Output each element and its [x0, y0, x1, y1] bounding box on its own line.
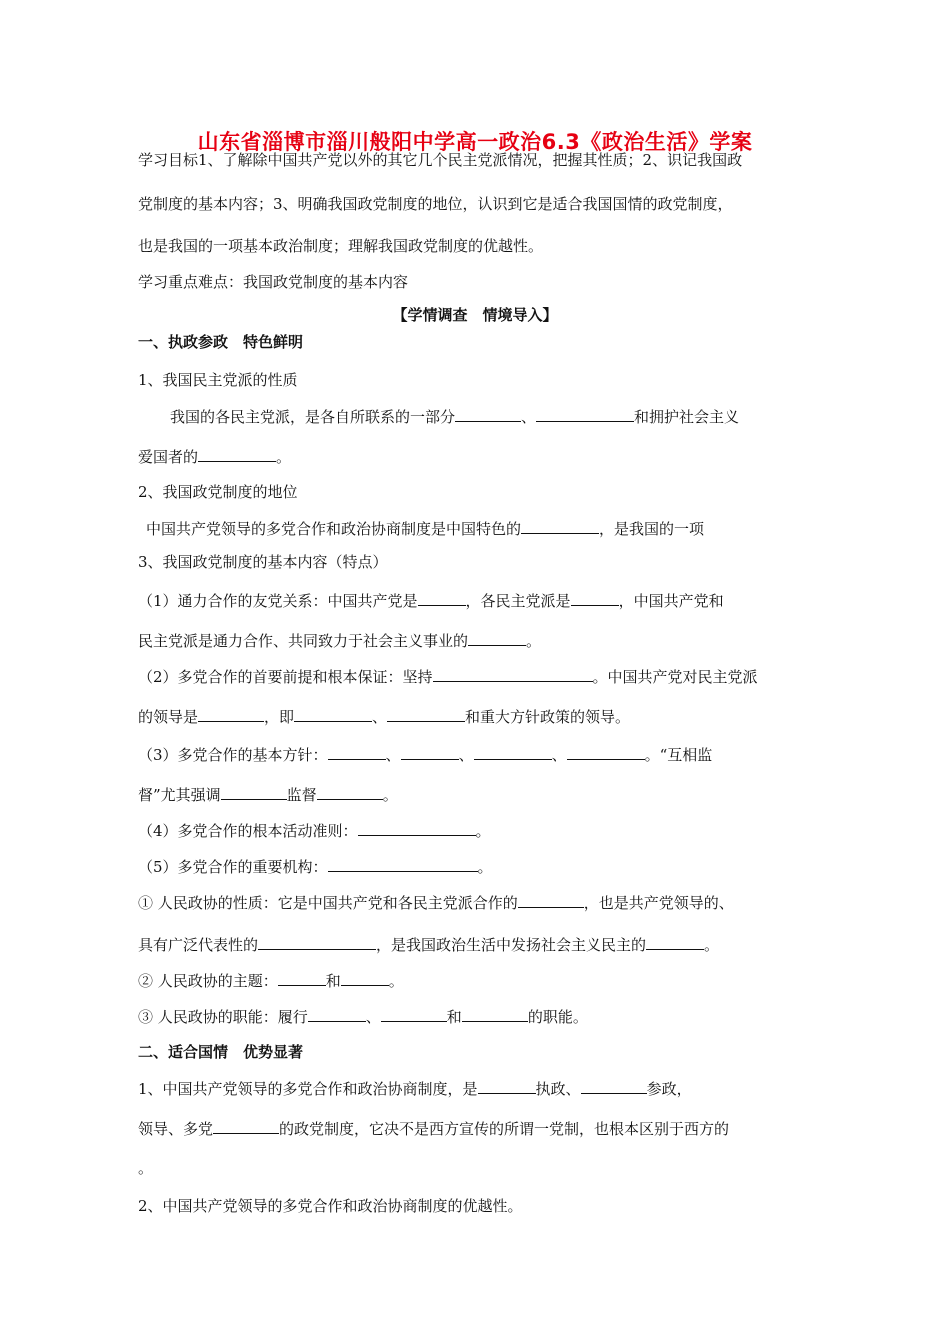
part2-q1-line-2: 领导、多党 的政党制度，它决不是西方宣传的所谓一党制，也根本区别于西方的: [138, 1120, 730, 1138]
fill-blank[interactable]: [387, 706, 465, 722]
q1-title: 1、我国民主党派的性质: [138, 371, 298, 389]
fill-blank[interactable]: [294, 706, 372, 722]
fill-blank[interactable]: [258, 934, 376, 950]
fill-blank[interactable]: [221, 784, 287, 800]
q2-fill-line: 中国共产党领导的多党合作和政治协商制度是中国特色的 ，是我国的一项: [146, 520, 705, 538]
fill-blank[interactable]: [521, 518, 599, 534]
key-points: 学习重点难点：我国政党制度的基本内容: [138, 273, 409, 291]
p3-line-2: 督”尤其强调 监督 。: [138, 786, 398, 804]
fill-blank[interactable]: [308, 1006, 366, 1022]
fill-blank[interactable]: [468, 630, 526, 646]
q2-title: 2、我国政党制度的地位: [138, 483, 298, 501]
cppcc-nature-line-2: 具有广泛代表性的 ，是我国政治生活中发扬社会主义民主的 。: [138, 936, 720, 954]
p1-line-2: 民主党派是通力合作、共同致力于社会主义事业的 。: [138, 632, 542, 650]
section-banner: 【学情调查 情境导入】: [392, 306, 558, 324]
q1-fill-line: 我国的各民主党派，是各自所联系的一部分 、 和拥护社会主义: [170, 408, 740, 426]
fill-blank[interactable]: [567, 744, 645, 760]
learning-goals-line-2: 党制度的基本内容；3、明确我国政党制度的地位，认识到它是适合我国国情的政党制度，: [138, 195, 733, 213]
learning-goals-line-3: 也是我国的一项基本政治制度；理解我国政党制度的优越性。: [138, 237, 544, 255]
q3-title: 3、我国政党制度的基本内容（特点）: [138, 553, 388, 571]
cppcc-theme-line: ② 人民政协的主题： 和 。: [138, 972, 404, 990]
fill-blank[interactable]: [278, 970, 326, 986]
fill-blank[interactable]: [474, 744, 552, 760]
part1-heading: 一、执政参政 特色鲜明: [138, 333, 304, 351]
q1-fill-line-2: 爱国者的 。: [138, 448, 292, 466]
fill-blank[interactable]: [455, 406, 521, 422]
fill-blank[interactable]: [358, 820, 476, 836]
learning-goals-line-1: 学习目标1、了解除中国共产党以外的其它几个民主党派情况，把握其性质；2、识记我国政: [138, 151, 743, 169]
fill-blank[interactable]: [518, 892, 584, 908]
p3-line-1: （3）多党合作的基本方针： 、 、 、 。“互相监: [138, 746, 713, 764]
fill-blank[interactable]: [198, 706, 264, 722]
fill-blank[interactable]: [478, 1078, 536, 1094]
p2-line-1: （2）多党合作的首要前提和根本保证：坚持 。中国共产党对民主党派: [138, 668, 758, 686]
fill-blank[interactable]: [341, 970, 389, 986]
document-title: 山东省淄博市淄川般阳中学高一政治6.3《政治生活》学案: [197, 130, 753, 154]
fill-blank[interactable]: [646, 934, 704, 950]
p4-line: （4）多党合作的根本活动准则： 。: [138, 822, 491, 840]
fill-blank[interactable]: [328, 744, 386, 760]
fill-blank[interactable]: [317, 784, 383, 800]
fill-blank[interactable]: [381, 1006, 447, 1022]
fill-blank[interactable]: [462, 1006, 528, 1022]
fill-blank[interactable]: [581, 1078, 647, 1094]
fill-blank[interactable]: [418, 590, 466, 606]
cppcc-nature-line-1: ① 人民政协的性质：它是中国共产党和各民主党派合作的 ，也是共产党领导的、: [138, 894, 734, 912]
fill-blank[interactable]: [198, 446, 276, 462]
part2-q2: 2、中国共产党领导的多党合作和政治协商制度的优越性。: [138, 1197, 523, 1215]
fill-blank[interactable]: [213, 1118, 279, 1134]
fill-blank[interactable]: [401, 744, 459, 760]
part2-q1-line-3: 。: [138, 1159, 154, 1177]
fill-blank[interactable]: [433, 666, 593, 682]
cppcc-function-line: ③ 人民政协的职能：履行 、 和 的职能。: [138, 1008, 588, 1026]
p5-line: （5）多党合作的重要机构： 。: [138, 858, 493, 876]
p2-line-2: 的领导是 ，即 、 和重大方针政策的领导。: [138, 708, 631, 726]
part2-q1-line-1: 1、中国共产党领导的多党合作和政治协商制度，是 执政、 参政，: [138, 1080, 692, 1098]
p1-line-1: （1）通力合作的友党关系：中国共产党是 ，各民主党派是 ，中国共产党和: [138, 592, 724, 610]
fill-blank[interactable]: [571, 590, 619, 606]
fill-blank[interactable]: [536, 406, 634, 422]
part2-heading: 二、适合国情 优势显著: [138, 1043, 304, 1061]
fill-blank[interactable]: [328, 856, 478, 872]
